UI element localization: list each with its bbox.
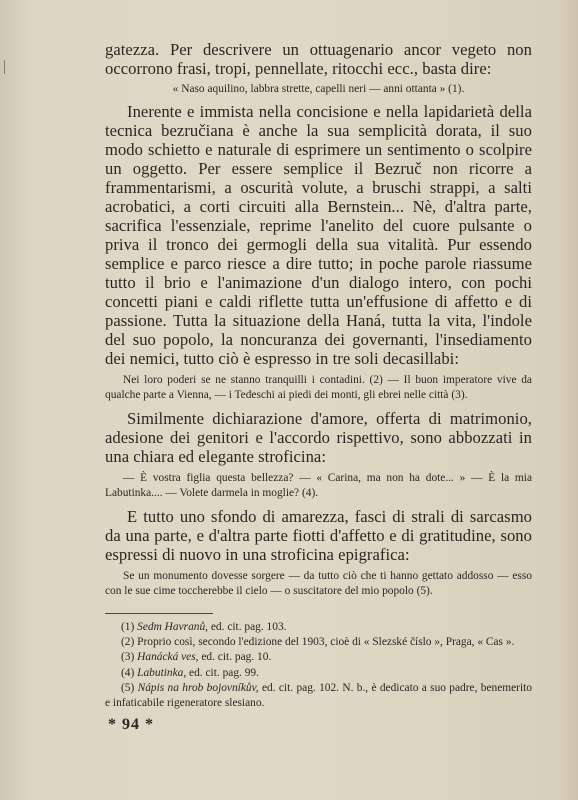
footnote-number: (1) <box>121 621 135 633</box>
footnote-number: (3) <box>121 651 135 664</box>
footnote-number: (5) <box>121 681 135 694</box>
text-block <box>105 40 532 711</box>
quote-4: Se un monumento dovesse sorgere — da tutto ciò che ti hanno gettato addosso — esso con le sue cime toccherebbe il cielo — o suscitatore del mio popolo (5). <box>105 570 532 597</box>
footnotes <box>105 620 532 711</box>
footnote-1 <box>105 620 532 635</box>
footnote-title: Nápis na hrob bojovníkův, <box>137 681 259 694</box>
page-number: * 94 * <box>108 716 154 733</box>
footnote-title: Sedm Havranů, <box>137 621 209 633</box>
paragraph-4: E tutto uno sfondo di amarezza, fasci di strali di sarcasmo da una parte, e d'altra parte fiotti d'affetto e di gratitudine, sono espressi di nuovo in una stroficina epigrafica: <box>105 507 532 564</box>
quote-2: Nei loro poderi se ne stanno tranquilli i contadini. (2) — Il buon imperatore vive da qualche parte a Vienna, — i Tedeschi ai piedi dei monti, gli ebrei nelle città (3). <box>105 374 532 401</box>
paragraph-1: gatezza. Per descrivere un ottuagenario ancor vegeto non occorrono frasi, tropi, pennellate, ritocchi ecc., basta dire: <box>105 40 532 78</box>
footnote-rule <box>105 613 213 614</box>
paragraph-2: Inerente e immista nella concisione e nella lapidarietà della tecnica bezručiana è anche la sua semplicità dorata, il suo modo schietto e naturale di esprimere un sentimento o scolpire un oggetto. Per essere semplice il Bezruč non ricorre a frammentarismi, a oscurità volute, a bruschi strappi, a salti acrobatici, a corti circuiti alla Bernstein... Nè, d'altra parte, sacrifica l'essenziale, reprime l'anelito del cuore pulsante o priva il tronco dei germogli della sua vitalità. Pur essendo semplice e parco riesce a dire tutto; in poche parole riassume tutto il brio e l'animazione d'un dialogo intero, con pochi concetti piani e caldi riflette tutta un'effusione di affetto e di passione. Tutta la situazione della Haná, tutta la vita, l'indole del suo popolo, la noncuranza dei governanti, l'insediamento dei nemici, tutto ciò è espresso in tre soli decasillabi: <box>105 102 532 368</box>
footnote-5 <box>105 681 532 711</box>
footnote-4 <box>105 666 532 681</box>
footnote-number: (4) <box>121 666 135 679</box>
footnote-text: Proprio così, secondo l'edizione del 1903, cioè di « Slezské číslo », Praga, « Cas ». <box>134 636 515 649</box>
footnote-3 <box>105 650 532 665</box>
paragraph-3: Similmente dichiarazione d'amore, offerta di matrimonio, adesione dei genitori e l'accordo rispettivo, sono abbozzati in una chiara ed elegante stroficina: <box>105 409 532 466</box>
footnote-2 <box>105 635 532 650</box>
margin-mark <box>4 60 5 74</box>
quote-3: — È vostra figlia questa bellezza? — « Carina, ma non ha dote... » — È la mia Labutinka.... — Volete darmela in moglie? (4). <box>105 472 532 499</box>
footnote-text: ed. cit. pag. 103. <box>208 621 287 633</box>
footnote-title: Hanácká ves, <box>137 651 199 664</box>
footnote-text: ed. cit. pag. 99. <box>186 666 259 679</box>
footnote-title: Labutinka, <box>137 666 187 679</box>
footnote-text: ed. cit. pag. 102. N. b., è dedicato a suo padre, benemerito e infaticabile rigeneratore slesiano. <box>105 681 532 710</box>
quote-1: « Naso aquilino, labbra strette, capelli neri — anni ottanta » (1). <box>172 83 465 95</box>
footnote-text: ed. cit. pag. 10. <box>198 651 272 664</box>
footnote-number: (2) <box>121 636 135 649</box>
